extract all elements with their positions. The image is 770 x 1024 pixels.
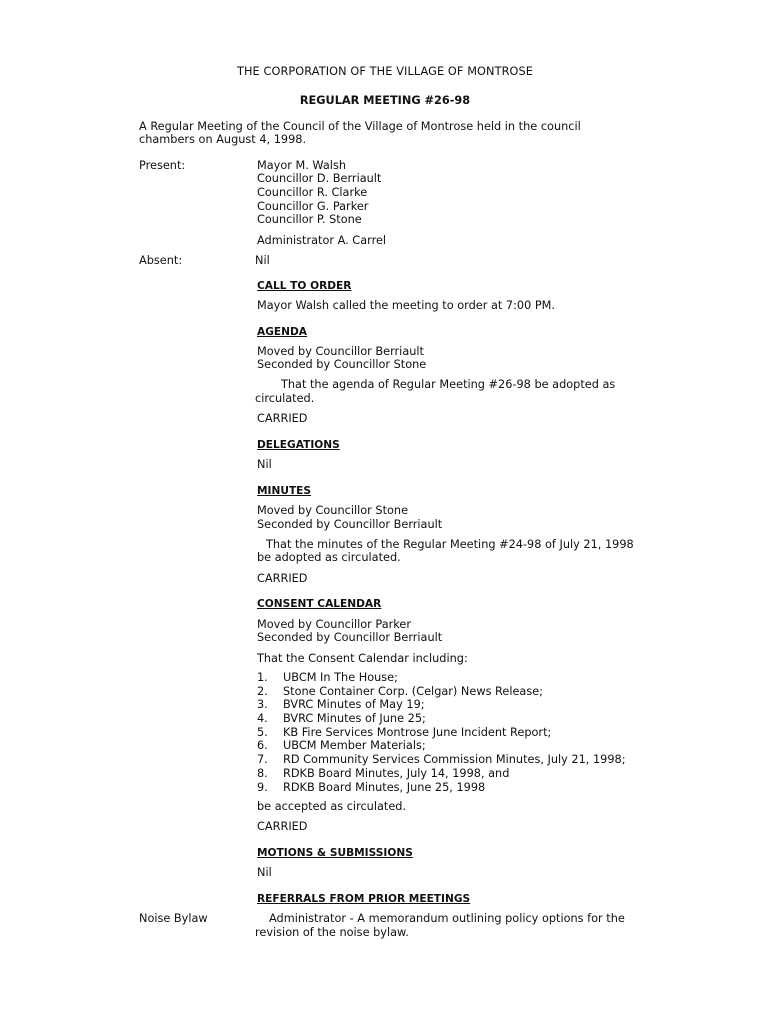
list-item-number: 1. — [257, 671, 268, 684]
list-item-text: BVRC Minutes of May 19; — [283, 698, 425, 712]
consent-calendar-result: CARRIED — [257, 820, 308, 833]
agenda-heading: AGENDA — [257, 326, 307, 338]
referrals-line-2: revision of the noise bylaw. — [255, 926, 409, 939]
referrals-heading: REFERRALS FROM PRIOR MEETINGS — [257, 893, 471, 905]
consent-calendar-closing: be accepted as circulated. — [257, 800, 407, 813]
intro-line-1: A Regular Meeting of the Council of the Village of Montrose held in the council — [139, 120, 581, 133]
list-item-number: 6. — [257, 739, 268, 753]
list-item-text: KB Fire Services Montrose June Incident Report; — [283, 725, 552, 739]
consent-calendar-seconded: Seconded by Councillor Berriault — [257, 631, 443, 644]
present-member: Mayor M. Walsh — [257, 159, 346, 172]
agenda-seconded: Seconded by Councillor Stone — [257, 358, 427, 371]
list-item-number: 2. — [257, 684, 268, 698]
delegations-text: Nil — [257, 458, 272, 471]
minutes-heading: MINUTES — [257, 485, 312, 497]
list-item-number: 8. — [257, 766, 268, 780]
delegations-heading: DELEGATIONS — [257, 439, 340, 451]
absent-label: Absent: — [139, 254, 183, 267]
present-member: Councillor P. Stone — [257, 213, 362, 226]
present-member: Councillor G. Parker — [257, 200, 369, 213]
agenda-moved: Moved by Councillor Berriault — [257, 345, 424, 358]
agenda-motion-line-1: That the agenda of Regular Meeting #26-98 be adopted as — [281, 378, 616, 391]
meeting-title: REGULAR MEETING #26-98 — [299, 94, 471, 107]
minutes-motion-line-2: be adopted as circulated. — [257, 551, 401, 564]
consent-calendar-intro: That the Consent Calendar including: — [257, 652, 468, 665]
intro-line-2: chambers on August 4, 1998. — [139, 133, 307, 146]
list-item-number: 7. — [257, 753, 268, 767]
list-item-text: RD Community Services Commission Minutes, July 21, 1998; — [283, 753, 626, 767]
referrals-line-1: Administrator - A memorandum outlining policy options for the — [269, 912, 625, 925]
list-item-number: 9. — [257, 780, 268, 794]
consent-calendar-heading: CONSENT CALENDAR — [257, 598, 382, 610]
agenda-motion-line-2: circulated. — [255, 392, 315, 405]
present-administrator: Administrator A. Carrel — [257, 234, 387, 247]
list-item-text: BVRC Minutes of June 25; — [283, 712, 426, 726]
present-member: Councillor R. Clarke — [257, 186, 368, 199]
list-item-text: RDKB Board Minutes, July 14, 1998, and — [283, 766, 510, 780]
minutes-seconded: Seconded by Councillor Berriault — [257, 518, 443, 531]
consent-calendar-moved: Moved by Councillor Parker — [257, 618, 412, 631]
motions-text: Nil — [257, 866, 272, 879]
minutes-moved: Moved by Councillor Stone — [257, 504, 409, 517]
list-item-text: UBCM In The House; — [283, 671, 398, 684]
call-to-order-text: Mayor Walsh called the meeting to order at 7:00 PM. — [257, 299, 555, 312]
present-member: Councillor D. Berriault — [257, 172, 382, 185]
absent-value: Nil — [255, 254, 270, 267]
call-to-order-heading: CALL TO ORDER — [257, 280, 352, 292]
corporation-title: THE CORPORATION OF THE VILLAGE OF MONTROSE — [236, 65, 534, 78]
agenda-result: CARRIED — [257, 412, 308, 425]
list-item-text: RDKB Board Minutes, June 25, 1998 — [283, 780, 486, 794]
list-item-text: Stone Container Corp. (Celgar) News Release; — [283, 684, 543, 698]
list-item-text: UBCM Member Materials; — [283, 739, 426, 753]
noise-bylaw-label: Noise Bylaw — [139, 912, 208, 925]
motions-heading: MOTIONS & SUBMISSIONS — [257, 847, 413, 859]
minutes-result: CARRIED — [257, 572, 308, 585]
list-item-number: 4. — [257, 712, 268, 726]
list-item-number: 5. — [257, 725, 268, 739]
minutes-motion-line-1: That the minutes of the Regular Meeting #24-98 of July 21, 1998 — [266, 538, 634, 551]
present-label: Present: — [139, 159, 186, 172]
list-item-number: 3. — [257, 698, 268, 712]
